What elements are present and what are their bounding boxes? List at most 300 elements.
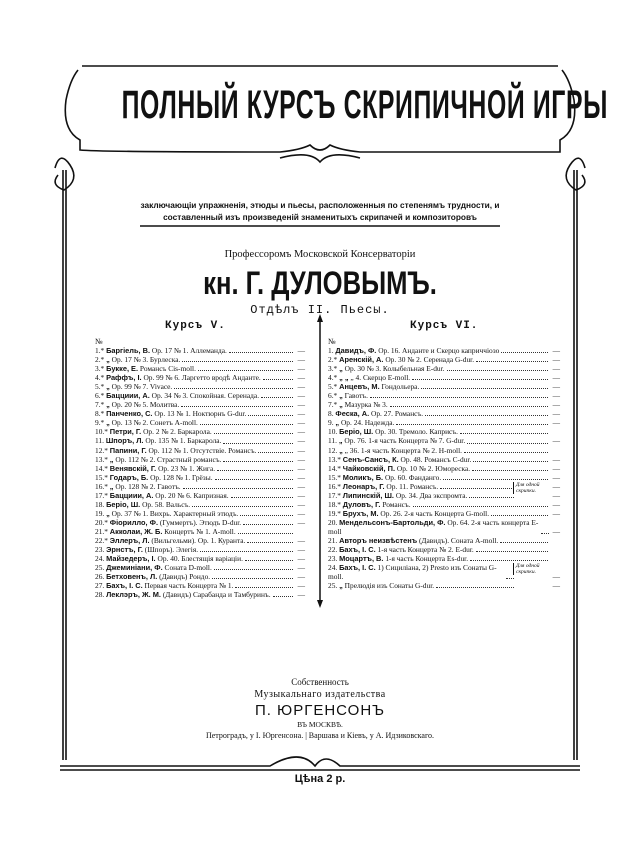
item-composer: Брухъ, М. <box>342 508 379 518</box>
item-number: 19.* <box>328 508 341 518</box>
item-composer: Липинскій, Ш. <box>342 490 394 500</box>
dot-leader <box>238 533 293 534</box>
item-title: Мазурка № 3. <box>344 400 388 410</box>
dot-leader <box>245 560 293 561</box>
professor-line: Профессоромъ Московской Консерваторіи <box>224 249 416 260</box>
item-title: Ор. 20 № 5. Молитва. <box>111 400 180 410</box>
item-title: Ор. 30. Тремоло. Каприсъ. <box>375 427 459 437</box>
dot-leader <box>223 461 293 462</box>
list-item <box>95 409 305 418</box>
item-number: 1.* <box>95 346 105 355</box>
item-number: 17.* <box>328 490 341 500</box>
item-text <box>328 364 445 373</box>
item-number: 22. <box>328 545 338 555</box>
item-dash: — <box>552 526 560 536</box>
item-title: Романсъ. <box>382 499 411 509</box>
dot-leader <box>396 424 548 425</box>
item-text <box>95 545 198 554</box>
item-composer: „ <box>339 391 343 401</box>
item-title: Ор. 17 № 3. Бурлеска. <box>111 355 181 365</box>
list-item <box>95 436 305 445</box>
list-item <box>95 464 305 473</box>
list-item <box>328 346 560 355</box>
item-title: (Давидъ) Рондо. <box>159 572 211 582</box>
list-item <box>328 563 560 581</box>
dot-leader <box>473 461 548 462</box>
item-title: Ор. 58. Вальсъ. <box>142 499 191 509</box>
item-text <box>95 482 181 491</box>
item-number: 5.* <box>328 382 338 392</box>
item-text <box>95 590 271 599</box>
item-title: Ор. 13 № 2. Сонетъ A-moll. <box>111 418 198 428</box>
item-title: Прелюдія изъ Сонаты G-dur. <box>344 581 435 591</box>
item-text <box>95 563 212 572</box>
list-item <box>328 464 560 473</box>
publisher-branches: Петроградъ, у І. Юргенсона. | Варшава и Кіевъ, у А. Идзиковскаго. <box>205 731 435 740</box>
item-number: 7.* <box>328 400 338 410</box>
section-title: Отдѣлъ II. Пьесы. <box>250 303 390 317</box>
dot-leader <box>214 569 293 570</box>
item-text <box>95 364 196 373</box>
item-dash: — <box>297 490 305 500</box>
list-item <box>328 400 560 409</box>
course-6-list <box>328 338 560 590</box>
item-text <box>328 554 468 563</box>
list-item <box>95 382 305 391</box>
item-title: Ор. 23 № 1. Жига. <box>158 463 216 473</box>
list-item <box>328 509 560 518</box>
item-dash: — <box>297 454 305 464</box>
list-item <box>95 355 305 364</box>
item-dash: — <box>297 572 305 582</box>
list-item <box>95 455 305 464</box>
item-text <box>95 373 261 382</box>
item-title: 1-я часть Концерта № 2. E-dur. <box>377 545 474 555</box>
list-item <box>328 427 560 436</box>
item-title: Ор. 128 № 2. Гавотъ. <box>115 481 181 491</box>
item-composer: Шпоръ, Л. <box>105 436 144 446</box>
item-dash: — <box>552 346 560 355</box>
item-number: 26. <box>95 572 105 582</box>
dot-leader <box>200 551 293 552</box>
item-dash: — <box>552 490 560 500</box>
item-composer: „ „ <box>339 373 349 383</box>
item-number: 9.* <box>95 418 105 428</box>
list-item <box>95 590 305 599</box>
item-dash: — <box>297 445 305 455</box>
list-item <box>95 373 305 382</box>
item-dash: — <box>552 373 560 383</box>
list-item <box>95 418 305 427</box>
list-item <box>95 545 305 554</box>
item-dash: — <box>297 535 305 545</box>
item-dash: — <box>297 346 305 355</box>
item-title: 1) Сициліана, 2) Presto изъ Сонаты G-moll. <box>328 563 497 582</box>
item-number: 4.* <box>328 373 338 383</box>
list-item <box>328 518 560 536</box>
item-dash: — <box>297 590 305 600</box>
dot-leader <box>413 506 548 507</box>
dot-leader <box>174 388 293 389</box>
item-composer: Моцартъ, В. <box>339 554 384 564</box>
list-item <box>328 491 560 500</box>
item-title: Ор. 112 № 2. Страстный романсъ. <box>115 454 222 464</box>
list-item <box>95 518 305 527</box>
item-title: Ор. 99 № 6. Ларгетто вродѣ Андантe. <box>143 373 261 383</box>
item-text <box>95 473 213 482</box>
dot-leader <box>217 470 293 471</box>
item-composer: Майзедеръ, І. <box>106 554 156 564</box>
item-number: 3.* <box>95 364 105 374</box>
item-title: (Шпоръ). Элегія. <box>144 545 199 555</box>
list-item <box>328 554 560 563</box>
list-item <box>95 536 305 545</box>
item-text <box>95 355 180 364</box>
item-dash: — <box>297 355 305 365</box>
dot-leader <box>223 443 293 444</box>
item-dash: — <box>552 409 560 419</box>
dot-leader <box>470 560 548 561</box>
list-item <box>328 481 560 494</box>
dot-leader <box>541 533 549 534</box>
subtitle-line-1: заключающіи упражненія, этюды и пьесы, расположенныя по степенямъ трудности, и <box>140 200 500 210</box>
item-dash: — <box>297 373 305 383</box>
item-number: 10.* <box>95 427 108 437</box>
list-item <box>95 572 305 581</box>
item-composer: Чайковскій, П. <box>342 463 395 473</box>
item-number: 22.* <box>95 535 108 545</box>
item-number: 21.* <box>95 526 108 536</box>
dot-leader <box>261 397 293 398</box>
item-dash: — <box>552 508 560 518</box>
item-number: 4.* <box>95 373 105 383</box>
item-text <box>328 545 474 554</box>
publisher-city: ВЪ МОСКВѢ. <box>297 720 343 729</box>
item-title: Ор. 16. Андантe и Скерцо каприччіозо <box>378 346 500 355</box>
list-item <box>95 446 305 455</box>
item-title: Гавотъ. <box>344 391 368 401</box>
list-item <box>95 482 305 491</box>
list-item <box>328 473 560 482</box>
dot-leader <box>198 370 293 371</box>
item-text <box>95 491 229 500</box>
item-text <box>95 382 172 391</box>
item-text <box>328 482 438 491</box>
item-composer: „ <box>339 581 343 591</box>
item-title: Ор. 13 № 1. Ноктюрнъ G-dur. <box>154 409 247 419</box>
dot-leader <box>273 596 293 597</box>
dot-leader <box>215 479 293 480</box>
item-dash: — <box>297 581 305 591</box>
dot-leader <box>506 578 514 579</box>
list-item <box>95 364 305 373</box>
item-dash: — <box>297 418 305 428</box>
dot-leader <box>248 415 293 416</box>
item-number: 3.* <box>328 364 338 374</box>
list-item <box>328 536 560 545</box>
item-composer: Бетховенъ, Л. <box>106 572 158 582</box>
ownership-label: Собственность <box>291 677 349 687</box>
item-number: 14.* <box>95 463 108 473</box>
item-dash: — <box>297 554 305 564</box>
list-item <box>328 382 560 391</box>
item-dash: — <box>297 427 305 437</box>
item-title: Ор. 128 № 1. Грёзы. <box>150 472 213 482</box>
item-text <box>95 500 190 509</box>
item-composer: Дуловъ, Г. <box>342 499 381 509</box>
item-title: (Давидъ) Сарабанда и Тамбуринъ. <box>162 590 271 600</box>
item-number: 18. <box>95 499 105 509</box>
item-number: 10. <box>328 427 338 437</box>
item-number: 7.* <box>95 400 105 410</box>
item-text <box>328 427 458 436</box>
item-number: 6.* <box>328 391 338 401</box>
item-composer: „ <box>109 454 114 464</box>
item-composer: Анцевъ, М. <box>339 382 380 392</box>
number-sign: № <box>95 337 103 346</box>
subtitle-line-2: составленный изъ произведеній знаменитыхъ скрипачей и композиторовъ <box>163 212 477 222</box>
item-number: 6.* <box>95 391 105 401</box>
item-dash: — <box>552 463 560 473</box>
item-text <box>328 491 467 500</box>
item-composer: „ <box>106 508 110 518</box>
item-number: 8. <box>328 409 334 419</box>
item-text <box>95 464 215 473</box>
list-item <box>328 436 560 445</box>
item-composer: Моликъ, Б. <box>342 472 384 482</box>
list-item <box>95 346 305 355</box>
item-dash: — <box>552 581 560 591</box>
dot-leader <box>500 542 548 543</box>
item-dash: — <box>552 382 560 392</box>
item-dash: — <box>552 472 560 482</box>
dot-leader <box>440 488 514 489</box>
list-item <box>328 355 560 364</box>
item-title: Ор. 40. Блестящія варіаціи. <box>157 554 243 564</box>
item-text <box>95 391 259 400</box>
publisher-house: Музыкальнаго издательства <box>254 689 386 700</box>
item-title: Концертъ № 1. A-moll. <box>164 526 236 536</box>
dot-leader <box>447 370 549 371</box>
item-text <box>95 446 256 455</box>
item-number: 12.* <box>95 445 108 455</box>
dot-leader <box>235 587 293 588</box>
item-number: 18.* <box>328 499 341 509</box>
course-6-heading: Курсъ VI. <box>410 320 479 332</box>
course-5-list <box>95 338 305 599</box>
item-text <box>328 473 441 482</box>
list-item <box>95 500 305 509</box>
item-title: 1-я часть Концерта Es-dur. <box>385 554 469 564</box>
item-title: Ор. 76. 1-я часть Концерта № 7. G-dur. <box>344 436 466 446</box>
item-title: Ор. 34. Два экспромта. <box>395 490 468 500</box>
author-name: кн. Г. ДУЛОВЫМЪ. <box>203 265 437 301</box>
item-dash: — <box>297 545 305 555</box>
item-text <box>95 400 179 409</box>
dot-leader <box>421 388 548 389</box>
item-dash: — <box>297 364 305 374</box>
item-number: 8.* <box>95 409 105 419</box>
item-composer: „ <box>109 481 114 491</box>
list-item <box>328 455 560 464</box>
list-item <box>328 581 560 590</box>
item-composer: Эллеръ, Л. <box>109 535 150 545</box>
item-composer: Джеминіани, Ф. <box>106 563 163 573</box>
item-text <box>95 409 246 418</box>
item-composer: Леонаръ, Г. <box>342 481 385 491</box>
item-text <box>328 409 423 418</box>
item-number: 20. <box>328 517 338 527</box>
item-composer: Беріо, Ш. <box>339 427 374 437</box>
dot-leader <box>491 515 548 516</box>
item-title: Ор. 26. 2-я часть Концерта G-moll. <box>380 508 490 518</box>
item-composer: Акколаи, Ж. Б. <box>109 526 163 536</box>
list-item <box>95 491 305 500</box>
item-title: (Давидъ). Соната A-moll. <box>418 535 499 545</box>
item-title: (Гуммертъ). Этюдъ D-dur. <box>159 517 242 527</box>
dot-leader <box>192 506 293 507</box>
item-title: Ор. 112 № 1. Отсутствіе. Романсъ. <box>148 445 257 455</box>
dot-leader <box>464 452 548 453</box>
item-text <box>328 355 474 364</box>
item-dash: — <box>552 454 560 464</box>
item-dash: — <box>297 481 305 491</box>
list-item <box>95 563 305 572</box>
item-number: 13.* <box>95 454 108 464</box>
item-composer: Аренскій, А. <box>339 355 384 365</box>
item-text <box>328 518 539 536</box>
item-title: „ 4. Скерцо E-moll. <box>350 373 411 383</box>
item-dash: — <box>297 472 305 482</box>
item-number: 20.* <box>95 517 108 527</box>
item-title: Ор. 135 № 1. Баркарола. <box>145 436 222 446</box>
item-title: Первая часть Концерта № 1. <box>144 581 234 591</box>
item-composer: „ <box>338 436 343 446</box>
item-composer: Давидъ, Ф. <box>335 346 377 355</box>
brace-note: Для одной скрипки. <box>513 482 546 494</box>
item-text <box>328 500 411 509</box>
dot-leader <box>501 352 548 353</box>
dot-leader <box>412 379 548 380</box>
item-number: 13.* <box>328 454 341 464</box>
item-title: Ор. 34 № 3. Спокойная. Серенада. <box>151 391 260 401</box>
list-item <box>95 581 305 590</box>
item-text <box>328 536 498 545</box>
item-number: 12. <box>328 445 338 455</box>
item-composer: „ <box>339 400 343 410</box>
list-item <box>328 446 560 455</box>
item-number: 16.* <box>95 481 108 491</box>
item-dash: — <box>552 400 560 410</box>
item-text <box>95 527 236 536</box>
item-composer: „ <box>339 364 343 374</box>
item-composer: „ <box>339 445 343 455</box>
item-text <box>95 536 245 545</box>
price: Цѣна 2 р. <box>294 773 346 785</box>
item-composer: Леклэръ, Ж. М. <box>106 590 161 600</box>
item-number: 21. <box>328 535 338 545</box>
item-composer: Бахъ, І. С. <box>339 545 376 555</box>
item-number: 25. <box>95 563 105 573</box>
item-composer: Петри, Г. <box>109 427 142 437</box>
item-dash: — <box>552 499 560 509</box>
item-text <box>328 418 394 427</box>
dot-leader <box>476 551 548 552</box>
item-composer: Папини, Г. <box>109 445 147 455</box>
item-title: Соната D-moll. <box>164 563 212 573</box>
dot-leader <box>258 452 293 453</box>
number-sign: № <box>328 337 336 346</box>
dot-leader <box>181 406 293 407</box>
item-number: 11. <box>328 436 337 446</box>
list-item <box>328 373 560 382</box>
list-item <box>95 509 305 518</box>
item-text <box>95 436 221 445</box>
dot-leader <box>240 515 293 516</box>
list-item <box>95 400 305 409</box>
item-dash: — <box>552 355 560 365</box>
item-title: Ор. 37 № 1. Вихрь. Характерный этюдъ. <box>111 508 239 518</box>
publisher-name: П. ЮРГЕНСОНЪ <box>254 702 386 719</box>
list-item <box>95 391 305 400</box>
dot-leader <box>469 497 514 498</box>
item-dash: — <box>297 499 305 509</box>
item-title: Ор. 20 № 6. Капризная. <box>155 490 229 500</box>
list-item <box>95 527 305 536</box>
dot-leader <box>436 587 514 588</box>
list-item <box>95 554 305 563</box>
dot-leader <box>390 406 548 407</box>
list-item <box>95 427 305 436</box>
item-composer: Баргіель, В. <box>106 346 151 355</box>
item-composer: Феска, А. <box>335 409 370 419</box>
item-text <box>328 455 471 464</box>
item-number: 9. <box>328 418 334 428</box>
item-composer: „ <box>106 418 110 428</box>
item-text <box>95 581 233 590</box>
item-composer: „ <box>335 418 340 428</box>
dot-leader <box>231 497 293 498</box>
item-title: Ор. 48. Романсъ C-dur. <box>400 454 472 464</box>
item-dash: — <box>297 400 305 410</box>
dot-leader <box>476 361 548 362</box>
dot-leader <box>229 352 293 353</box>
item-title: Ор. 24. Надежда. <box>340 418 395 428</box>
item-text <box>95 418 198 427</box>
item-dash: — <box>552 481 560 491</box>
item-dash: — <box>297 391 305 401</box>
item-title: Романсъ Cis-moll. <box>139 364 196 374</box>
item-text <box>328 509 489 518</box>
dot-leader <box>443 479 548 480</box>
item-composer: „ <box>106 382 110 392</box>
item-dash: — <box>297 563 305 573</box>
item-composer: Венявскій, Г. <box>109 463 157 473</box>
list-item <box>328 409 560 418</box>
item-composer: Бацциии, А. <box>109 490 154 500</box>
item-composer: Фіорилло, Ф. <box>109 517 159 527</box>
item-number: 28. <box>95 590 105 600</box>
item-dash: — <box>297 409 305 419</box>
item-composer: Эрнстъ, Г. <box>106 545 143 555</box>
item-number: 23. <box>328 554 338 564</box>
item-text <box>328 446 462 455</box>
item-title: Ор. 2 № 2. Баркарола. <box>143 427 212 437</box>
item-number: 5.* <box>95 382 105 392</box>
item-composer: Мендельсонъ-Бартольди, Ф. <box>339 517 446 527</box>
item-title: Ор. 27. Романсъ. <box>371 409 424 419</box>
item-composer: Беріо, Ш. <box>106 499 141 509</box>
